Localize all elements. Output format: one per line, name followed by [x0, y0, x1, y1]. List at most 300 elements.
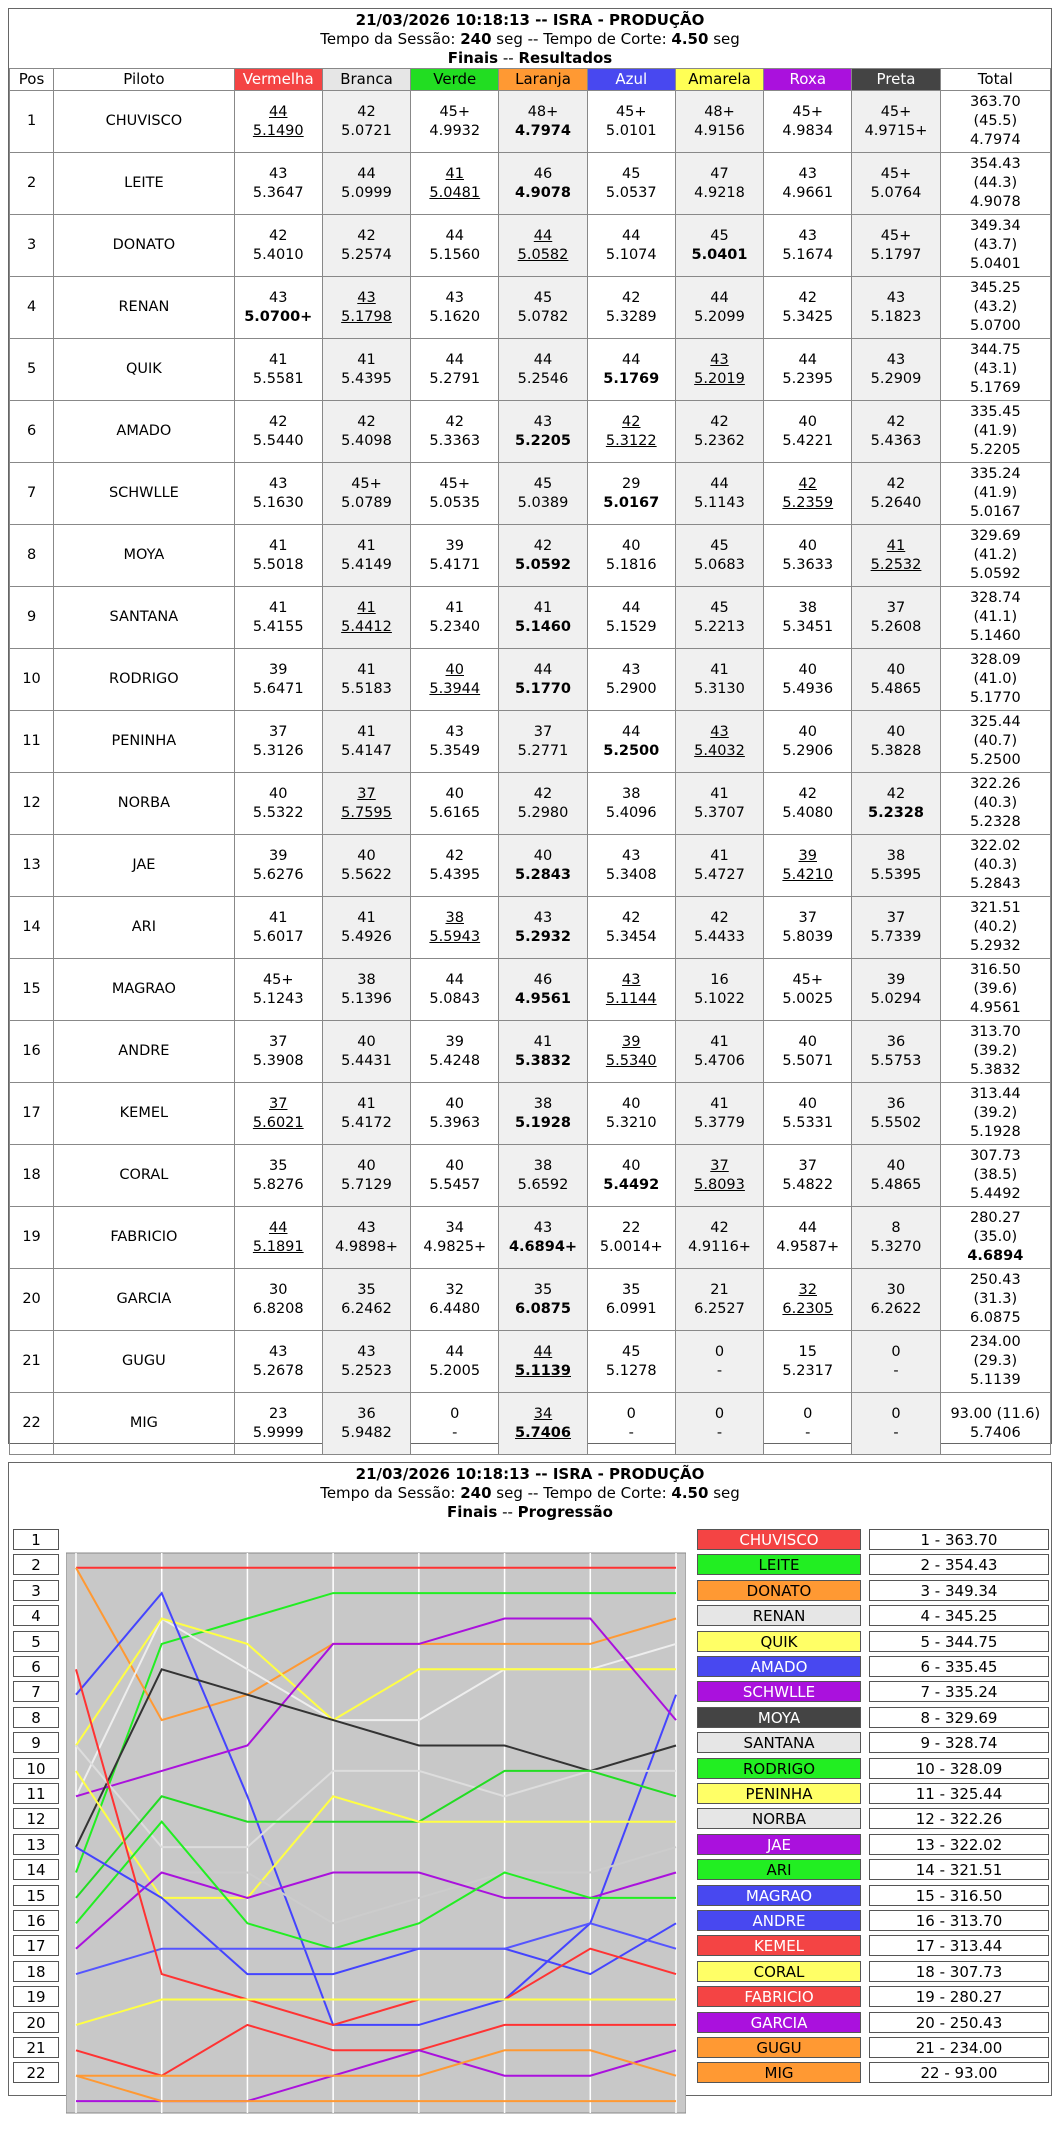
lap-cell: 43 5.1823: [852, 277, 940, 339]
standing-score: 7 - 335.24: [869, 1681, 1049, 1702]
lap-cell: 41 5.4395: [322, 339, 410, 401]
results-header: [9, 9, 1051, 68]
lap-cell: 41 5.5581: [234, 339, 322, 401]
standing-name: MAGRAO: [697, 1885, 861, 1906]
lap-cell: 30 6.8208: [234, 1269, 322, 1331]
standing-name: CORAL: [697, 1961, 861, 1982]
standing-score: 9 - 328.74: [869, 1732, 1049, 1753]
lap-cell: 37 5.3908: [234, 1021, 322, 1083]
lap-cell: 45+ 5.1243: [234, 959, 322, 1021]
row-pos: 12: [10, 773, 54, 835]
header-line-1: 21/03/2026 10:18:13 -- ISRA - PRODUÇÃO: [355, 1465, 705, 1483]
col-lane-amarela: Amarela: [675, 69, 763, 91]
col-pos: Pos: [10, 69, 54, 91]
standing-score: 2 - 354.43: [869, 1554, 1049, 1575]
lap-cell: 41 5.3779: [675, 1083, 763, 1145]
lap-cell: 0 -: [852, 1393, 940, 1455]
table-row: [10, 587, 1051, 649]
lap-cell: 42 5.2574: [322, 215, 410, 277]
standing-name: ANDRE: [697, 1910, 861, 1931]
lap-cell: 40 5.5622: [322, 835, 410, 897]
standing-name: NORBA: [697, 1808, 861, 1829]
lap-cell: 41 5.3130: [675, 649, 763, 711]
lap-cell: 37 5.3126: [234, 711, 322, 773]
lap-cell: 39 5.4248: [411, 1021, 499, 1083]
lap-cell: 41 5.0481: [411, 153, 499, 215]
row-total: 328.74 (41.1) 5.1460: [940, 587, 1050, 649]
row-pilot: JAE: [54, 835, 235, 897]
lap-cell: 42 5.2980: [499, 773, 587, 835]
row-pos: 9: [10, 587, 54, 649]
lap-cell: 42 5.4010: [234, 215, 322, 277]
row-pilot: GUGU: [54, 1331, 235, 1393]
lap-cell: 0 -: [411, 1393, 499, 1455]
position-label: 13: [13, 1834, 59, 1855]
row-pos: 8: [10, 525, 54, 587]
row-pilot: ANDRE: [54, 1021, 235, 1083]
table-row: [10, 649, 1051, 711]
row-pos: 19: [10, 1207, 54, 1269]
row-pilot: FABRICIO: [54, 1207, 235, 1269]
lap-cell: 45+ 5.1797: [852, 215, 940, 277]
table-row: [10, 1393, 1051, 1455]
lap-cell: 40 5.3963: [411, 1083, 499, 1145]
row-pos: 13: [10, 835, 54, 897]
row-pos: 3: [10, 215, 54, 277]
table-row: [10, 463, 1051, 525]
row-total: 322.26 (40.3) 5.2328: [940, 773, 1050, 835]
standing-score: 16 - 313.70: [869, 1910, 1049, 1931]
lap-cell: 44 5.1529: [587, 587, 675, 649]
lap-cell: 40 5.4492: [587, 1145, 675, 1207]
standing-score: 8 - 329.69: [869, 1707, 1049, 1728]
row-pos: 2: [10, 153, 54, 215]
lap-cell: 43 5.1630: [234, 463, 322, 525]
lap-cell: 43 5.3549: [411, 711, 499, 773]
standing-name: FABRICIO: [697, 1986, 861, 2007]
lap-cell: 40 5.4865: [852, 649, 940, 711]
lap-cell: 37 5.8093: [675, 1145, 763, 1207]
standing-name: CHUVISCO: [697, 1529, 861, 1550]
standing-name: GUGU: [697, 2037, 861, 2058]
progress-area: [9, 1527, 1051, 2087]
standing-score: 19 - 280.27: [869, 1986, 1049, 2007]
row-pos: 15: [10, 959, 54, 1021]
lap-cell: 44 4.9587+: [764, 1207, 852, 1269]
standing-name: GARCIA: [697, 2012, 861, 2033]
table-row: [10, 835, 1051, 897]
lap-cell: 45+ 4.9834: [764, 91, 852, 153]
lap-cell: 43 5.2900: [587, 649, 675, 711]
row-pilot: RENAN: [54, 277, 235, 339]
lap-cell: 48+ 4.7974: [499, 91, 587, 153]
lap-cell: 42 5.0721: [322, 91, 410, 153]
lap-cell: 37 5.2771: [499, 711, 587, 773]
row-pos: 7: [10, 463, 54, 525]
lap-cell: 44 5.1139: [499, 1331, 587, 1393]
position-label: 14: [13, 1859, 59, 1880]
standing-name: MOYA: [697, 1707, 861, 1728]
lap-cell: 44 5.1490: [234, 91, 322, 153]
lap-cell: 40 5.2906: [764, 711, 852, 773]
col-lane-azul: Azul: [587, 69, 675, 91]
lap-cell: 42 5.4363: [852, 401, 940, 463]
lap-cell: 48+ 4.9156: [675, 91, 763, 153]
row-total: 250.43 (31.3) 6.0875: [940, 1269, 1050, 1331]
lap-cell: 45 5.1278: [587, 1331, 675, 1393]
lap-cell: 39 5.4171: [411, 525, 499, 587]
header-line-2: Tempo da Sessão: 240 seg -- Tempo de Corte: 4.50 seg: [320, 30, 740, 48]
lap-cell: 32 6.4480: [411, 1269, 499, 1331]
col-lane-preta: Preta: [852, 69, 940, 91]
position-label: 21: [13, 2037, 59, 2058]
row-total: 354.43 (44.3) 4.9078: [940, 153, 1050, 215]
lap-cell: 44 5.2005: [411, 1331, 499, 1393]
lap-cell: 37 5.6021: [234, 1083, 322, 1145]
lap-cell: 41 5.4727: [675, 835, 763, 897]
lap-cell: 45+ 5.0535: [411, 463, 499, 525]
lap-cell: 44 5.2395: [764, 339, 852, 401]
standing-score: 20 - 250.43: [869, 2012, 1049, 2033]
lap-cell: 41 5.4926: [322, 897, 410, 959]
lap-cell: 45 5.2213: [675, 587, 763, 649]
standing-name: QUIK: [697, 1631, 861, 1652]
lap-cell: 43 5.1798: [322, 277, 410, 339]
standing-score: 12 - 322.26: [869, 1808, 1049, 1829]
lap-cell: 38 5.1396: [322, 959, 410, 1021]
lap-cell: 40 5.5457: [411, 1145, 499, 1207]
standing-score: 21 - 234.00: [869, 2037, 1049, 2058]
col-total: Total: [940, 69, 1050, 91]
standing-name: AMADO: [697, 1656, 861, 1677]
row-total: 313.44 (39.2) 5.1928: [940, 1083, 1050, 1145]
lap-cell: 43 5.2932: [499, 897, 587, 959]
lap-cell: 45+ 4.9715+: [852, 91, 940, 153]
lap-cell: 40 5.1816: [587, 525, 675, 587]
progress-header: [9, 1463, 1051, 1527]
table-row: [10, 277, 1051, 339]
lap-cell: 42 5.4080: [764, 773, 852, 835]
col-pilot: Piloto: [54, 69, 235, 91]
lap-cell: 36 5.9482: [322, 1393, 410, 1455]
table-row: [10, 215, 1051, 277]
row-total: 329.69 (41.2) 5.0592: [940, 525, 1050, 587]
lap-cell: 38 5.5395: [852, 835, 940, 897]
table-row: [10, 153, 1051, 215]
standing-score: 3 - 349.34: [869, 1580, 1049, 1601]
row-pilot: MIG: [54, 1393, 235, 1455]
header-line-3: Finais -- Resultados: [447, 49, 613, 67]
table-row: [10, 1207, 1051, 1269]
standing-name: SCHWLLE: [697, 1681, 861, 1702]
standing-score: 1 - 363.70: [869, 1529, 1049, 1550]
lap-cell: 44 5.1560: [411, 215, 499, 277]
lap-cell: 43 5.2019: [675, 339, 763, 401]
standing-score: 10 - 328.09: [869, 1758, 1049, 1779]
lap-cell: 45 5.0389: [499, 463, 587, 525]
lap-cell: 0 -: [852, 1331, 940, 1393]
header-line-1: 21/03/2026 10:18:13 -- ISRA - PRODUÇÃO: [355, 11, 705, 29]
lap-cell: 42 5.3122: [587, 401, 675, 463]
position-label: 11: [13, 1783, 59, 1804]
row-pilot: NORBA: [54, 773, 235, 835]
row-total: 93.00 (11.6) 5.7406: [940, 1393, 1050, 1455]
lap-cell: 42 5.0592: [499, 525, 587, 587]
lap-cell: 16 5.1022: [675, 959, 763, 1021]
progress-panel: [8, 1462, 1052, 2096]
position-label: 7: [13, 1681, 59, 1702]
lap-cell: 41 5.4155: [234, 587, 322, 649]
standing-name: DONATO: [697, 1580, 861, 1601]
lap-cell: 45+ 5.0789: [322, 463, 410, 525]
lap-cell: 38 5.6592: [499, 1145, 587, 1207]
standing-score: 15 - 316.50: [869, 1885, 1049, 1906]
col-lane-verde: Verde: [411, 69, 499, 91]
row-total: 328.09 (41.0) 5.1770: [940, 649, 1050, 711]
lap-cell: 41 5.2340: [411, 587, 499, 649]
lap-cell: 37 5.8039: [764, 897, 852, 959]
chart-background: [66, 1553, 686, 2113]
standing-name: MIG: [697, 2062, 861, 2083]
standing-name: LEITE: [697, 1554, 861, 1575]
lap-cell: 45+ 5.0101: [587, 91, 675, 153]
lap-cell: 42 5.5440: [234, 401, 322, 463]
row-pilot: KEMEL: [54, 1083, 235, 1145]
lap-cell: 42 5.2640: [852, 463, 940, 525]
results-panel: [8, 8, 1052, 1444]
table-row: [10, 711, 1051, 773]
lap-cell: 43 5.4032: [675, 711, 763, 773]
table-row: [10, 1145, 1051, 1207]
standing-score: 6 - 335.45: [869, 1656, 1049, 1677]
lap-cell: 41 5.3707: [675, 773, 763, 835]
row-total: 307.73 (38.5) 5.4492: [940, 1145, 1050, 1207]
results-table: [9, 68, 1051, 1455]
lap-cell: 44 5.2099: [675, 277, 763, 339]
position-label: 20: [13, 2012, 59, 2033]
lap-cell: 41 5.4706: [675, 1021, 763, 1083]
lap-cell: 40 5.3828: [852, 711, 940, 773]
lap-cell: 43 5.0700+: [234, 277, 322, 339]
lap-cell: 42 5.3289: [587, 277, 675, 339]
lap-cell: 42 5.3363: [411, 401, 499, 463]
table-row: [10, 401, 1051, 463]
lap-cell: 43 5.2678: [234, 1331, 322, 1393]
col-lane-laranja: Laranja: [499, 69, 587, 91]
lap-cell: 43 5.1144: [587, 959, 675, 1021]
lap-cell: 29 5.0167: [587, 463, 675, 525]
lap-cell: 40 5.7129: [322, 1145, 410, 1207]
lap-cell: 42 5.4395: [411, 835, 499, 897]
lap-cell: 0 -: [764, 1393, 852, 1455]
lap-cell: 39 5.6276: [234, 835, 322, 897]
lap-cell: 40 5.5071: [764, 1021, 852, 1083]
row-pilot: QUIK: [54, 339, 235, 401]
lap-cell: 35 6.0991: [587, 1269, 675, 1331]
row-pos: 21: [10, 1331, 54, 1393]
lap-cell: 40 5.5322: [234, 773, 322, 835]
row-pos: 11: [10, 711, 54, 773]
table-row: [10, 1083, 1051, 1145]
lap-cell: 41 5.5183: [322, 649, 410, 711]
lap-cell: 43 5.3408: [587, 835, 675, 897]
position-label: 15: [13, 1885, 59, 1906]
lap-cell: 44 5.0843: [411, 959, 499, 1021]
position-label: 4: [13, 1605, 59, 1626]
standing-score: 11 - 325.44: [869, 1783, 1049, 1804]
lap-cell: 23 5.9999: [234, 1393, 322, 1455]
lap-cell: 45+ 5.0025: [764, 959, 852, 1021]
lap-cell: 38 5.4096: [587, 773, 675, 835]
position-label: 16: [13, 1910, 59, 1931]
results-body: [10, 91, 1051, 1455]
lap-cell: 46 4.9561: [499, 959, 587, 1021]
lap-cell: 41 5.6017: [234, 897, 322, 959]
row-pilot: RODRIGO: [54, 649, 235, 711]
lap-cell: 43 5.2523: [322, 1331, 410, 1393]
lap-cell: 21 6.2527: [675, 1269, 763, 1331]
lap-cell: 43 5.2205: [499, 401, 587, 463]
lap-cell: 0 -: [675, 1331, 763, 1393]
lap-cell: 44 5.0582: [499, 215, 587, 277]
lap-cell: 45 5.0782: [499, 277, 587, 339]
lap-cell: 42 5.2362: [675, 401, 763, 463]
lap-cell: 41 5.2532: [852, 525, 940, 587]
lap-cell: 43 4.9898+: [322, 1207, 410, 1269]
position-label: 18: [13, 1961, 59, 1982]
lap-cell: 43 5.1674: [764, 215, 852, 277]
standing-name: ARI: [697, 1859, 861, 1880]
header-line-3: Finais -- Progressão: [447, 1503, 613, 1521]
lap-cell: 40 5.4865: [852, 1145, 940, 1207]
table-row: [10, 1269, 1051, 1331]
position-label: 8: [13, 1707, 59, 1728]
lap-cell: 39 5.0294: [852, 959, 940, 1021]
lap-cell: 42 5.2328: [852, 773, 940, 835]
lap-cell: 0 -: [675, 1393, 763, 1455]
standing-score: 5 - 344.75: [869, 1631, 1049, 1652]
lap-cell: 44 5.1770: [499, 649, 587, 711]
row-total: 363.70 (45.5) 4.7974: [940, 91, 1050, 153]
table-header-row: [10, 69, 1051, 91]
lap-cell: 43 4.9661: [764, 153, 852, 215]
lap-cell: 44 5.1074: [587, 215, 675, 277]
standing-name: PENINHA: [697, 1783, 861, 1804]
lap-cell: 43 5.2909: [852, 339, 940, 401]
lap-cell: 32 6.2305: [764, 1269, 852, 1331]
row-total: 316.50 (39.6) 4.9561: [940, 959, 1050, 1021]
lap-cell: 44 5.2546: [499, 339, 587, 401]
lap-cell: 41 5.4172: [322, 1083, 410, 1145]
row-total: 321.51 (40.2) 5.2932: [940, 897, 1050, 959]
position-label: 22: [13, 2062, 59, 2083]
row-pos: 5: [10, 339, 54, 401]
row-pilot: SANTANA: [54, 587, 235, 649]
progress-chart: [66, 1527, 686, 2139]
row-total: 322.02 (40.3) 5.2843: [940, 835, 1050, 897]
lap-cell: 42 5.3454: [587, 897, 675, 959]
position-label: 1: [13, 1529, 59, 1550]
lap-cell: 44 5.1143: [675, 463, 763, 525]
header-line-2: Tempo da Sessão: 240 seg -- Tempo de Corte: 4.50 seg: [320, 1484, 740, 1502]
standing-name: RODRIGO: [697, 1758, 861, 1779]
table-row: [10, 773, 1051, 835]
lap-cell: 45 5.0683: [675, 525, 763, 587]
standing-name: SANTANA: [697, 1732, 861, 1753]
lap-cell: 22 5.0014+: [587, 1207, 675, 1269]
lap-cell: 42 5.2359: [764, 463, 852, 525]
table-row: [10, 1331, 1051, 1393]
row-pos: 18: [10, 1145, 54, 1207]
lap-cell: 37 5.2608: [852, 587, 940, 649]
lap-cell: 41 5.4147: [322, 711, 410, 773]
lap-cell: 42 5.4433: [675, 897, 763, 959]
row-pos: 17: [10, 1083, 54, 1145]
lap-cell: 37 5.7339: [852, 897, 940, 959]
standing-score: 14 - 321.51: [869, 1859, 1049, 1880]
position-label: 2: [13, 1554, 59, 1575]
position-label: 9: [13, 1732, 59, 1753]
row-pos: 16: [10, 1021, 54, 1083]
row-total: 344.75 (43.1) 5.1769: [940, 339, 1050, 401]
lap-cell: 40 5.5331: [764, 1083, 852, 1145]
lap-cell: 15 5.2317: [764, 1331, 852, 1393]
lap-cell: 40 5.4936: [764, 649, 852, 711]
row-pos: 6: [10, 401, 54, 463]
lap-cell: 35 5.8276: [234, 1145, 322, 1207]
row-pilot: LEITE: [54, 153, 235, 215]
standing-score: 4 - 345.25: [869, 1605, 1049, 1626]
lap-cell: 44 5.1769: [587, 339, 675, 401]
row-pilot: PENINHA: [54, 711, 235, 773]
lap-cell: 40 5.4221: [764, 401, 852, 463]
lap-cell: 38 5.3451: [764, 587, 852, 649]
position-label: 3: [13, 1580, 59, 1601]
lap-cell: 34 4.9825+: [411, 1207, 499, 1269]
row-pilot: CORAL: [54, 1145, 235, 1207]
lap-cell: 45+ 4.9932: [411, 91, 499, 153]
standing-name: JAE: [697, 1834, 861, 1855]
lap-cell: 41 5.4149: [322, 525, 410, 587]
col-lane-branca: Branca: [322, 69, 410, 91]
lap-cell: 0 -: [587, 1393, 675, 1455]
lap-cell: 36 5.5502: [852, 1083, 940, 1145]
lap-cell: 41 5.3832: [499, 1021, 587, 1083]
lap-cell: 42 5.3425: [764, 277, 852, 339]
lap-cell: 40 5.2843: [499, 835, 587, 897]
table-row: [10, 525, 1051, 587]
position-label: 5: [13, 1631, 59, 1652]
row-pos: 4: [10, 277, 54, 339]
lap-cell: 41 5.4412: [322, 587, 410, 649]
lap-cell: 45 5.0401: [675, 215, 763, 277]
row-pilot: MOYA: [54, 525, 235, 587]
row-total: 335.45 (41.9) 5.2205: [940, 401, 1050, 463]
lap-cell: 43 4.6894+: [499, 1207, 587, 1269]
table-row: [10, 339, 1051, 401]
lap-cell: 39 5.6471: [234, 649, 322, 711]
lap-cell: 40 5.3210: [587, 1083, 675, 1145]
standing-score: 18 - 307.73: [869, 1961, 1049, 1982]
lap-cell: 40 5.3633: [764, 525, 852, 587]
col-lane-roxa: Roxa: [764, 69, 852, 91]
lap-cell: 37 5.4822: [764, 1145, 852, 1207]
lap-cell: 44 5.0999: [322, 153, 410, 215]
lap-cell: 38 5.1928: [499, 1083, 587, 1145]
lap-cell: 37 5.7595: [322, 773, 410, 835]
row-pos: 22: [10, 1393, 54, 1455]
lap-cell: 40 5.3944: [411, 649, 499, 711]
